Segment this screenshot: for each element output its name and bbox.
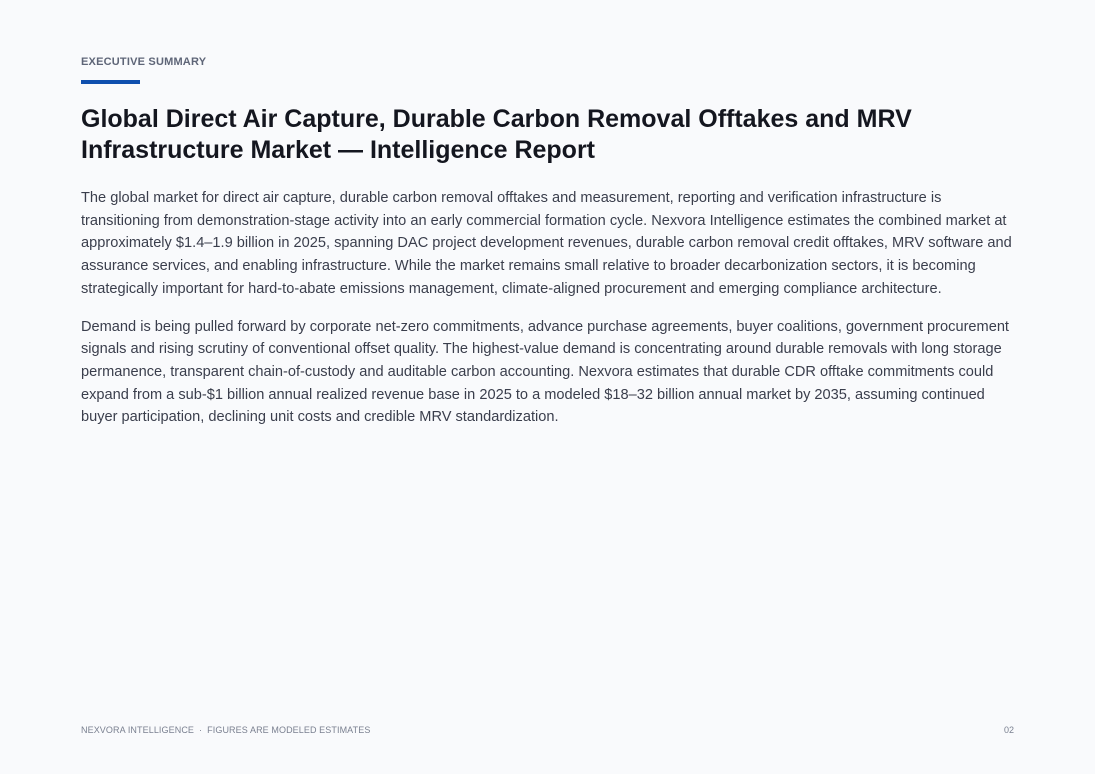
footer-separator: · — [199, 725, 203, 735]
footer-note: FIGURES ARE MODELED ESTIMATES — [207, 725, 371, 735]
report-title — [81, 104, 1016, 166]
footer-brand: NEXVORA INTELLIGENCE — [81, 725, 195, 735]
summary-paragraph: The global market for direct air capture, durable carbon removal offtakes and measurement, reporting and verification infrastructure is transitioning from demonstration-stage activity into an early commercial formation cycle. Nexvora Intelligence estimates the combined market at approximately $1.4–1.9 billion in 2025, spanning DAC project development revenues, durable carbon removal credit offtakes, MRV software and assurance services, and enabling infrastructure. While the market remains small relative to broader decarbonization sectors, it is becoming strategically important for hard-to-abate emissions management, climate-aligned procurement and emerging compliance architecture. — [81, 190, 1012, 297]
report-title-line-1: Global Direct Air Capture, Durable Carbon Removal Offtakes and MRV — [81, 105, 912, 133]
section-eyebrow: EXECUTIVE SUMMARY — [81, 56, 207, 68]
accent-bar — [81, 80, 140, 84]
summary-paragraph: Demand is being pulled forward by corporate net-zero commitments, advance purchase agreements, buyer coalitions, government procurement signals and rising scrutiny of conventional offset quality. The highest-value demand is concentrating around durable removals with long storage permanence, transparent chain-of-custody and auditable carbon accounting. Nexvora estimates that durable CDR offtake commitments could expand from a sub-$1 billion annual realized revenue base in 2025 to a modeled $18–32 billion annual market by 2035, assuming continued buyer participation, declining unit costs and credible MRV standardization. — [81, 318, 1009, 426]
page-number: 02 — [1003, 725, 1014, 735]
summary-body — [81, 187, 1016, 444]
report-page — [81, 0, 1016, 774]
report-title-line-2: Infrastructure Market — Intelligence Report — [81, 136, 596, 164]
page-footer — [81, 725, 370, 735]
